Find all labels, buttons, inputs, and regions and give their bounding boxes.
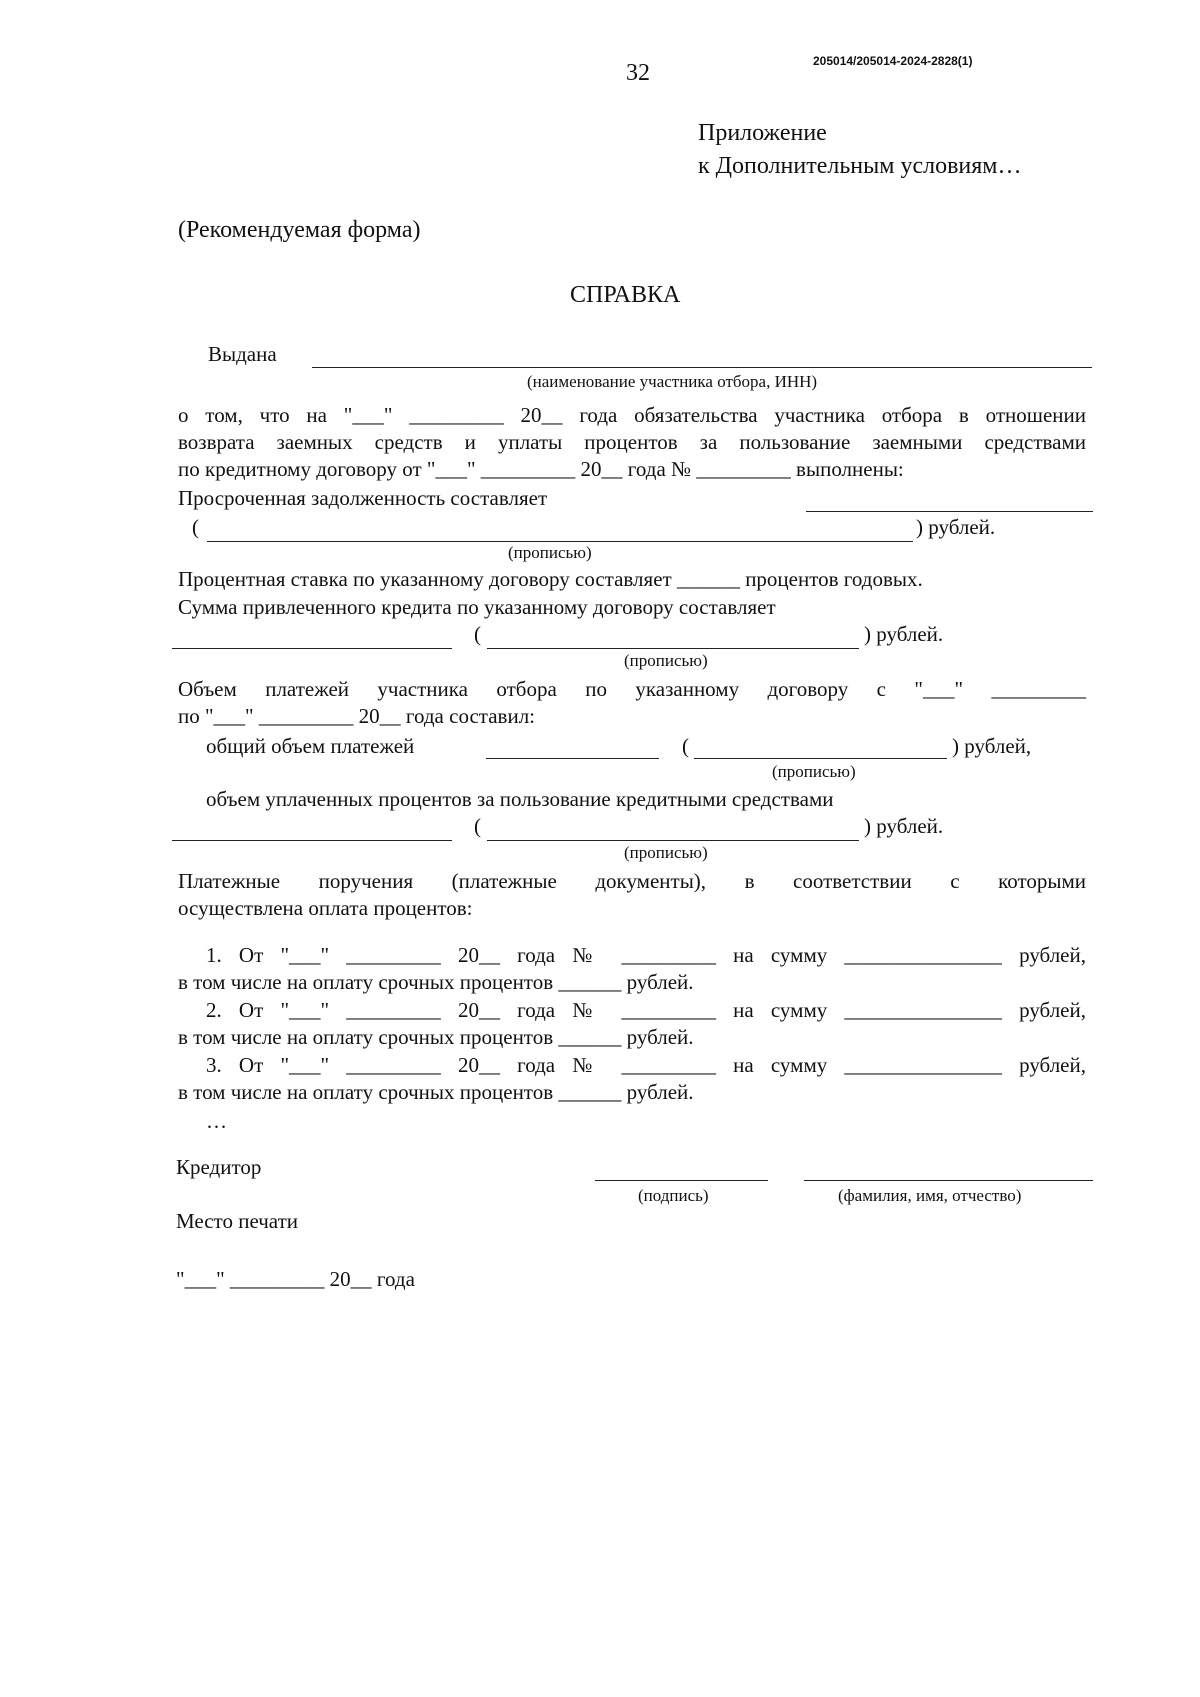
volume-line2: по "___" _________ 20__ года составил: [178, 704, 536, 728]
stamp-label: Место печати [176, 1209, 299, 1233]
total-payments-label: общий объем платежей [206, 734, 415, 758]
interest-paid-label: объем уплаченных процентов за пользование кредитными средствами [206, 787, 834, 811]
payment-line-1: 1. От "___" _________ 20__ года № _________ на сумму _______________ рублей, [206, 943, 1086, 967]
interest-amount-line [172, 840, 452, 841]
orders-line2: осуществлена оплата процентов: [178, 896, 473, 920]
issued-label: Выдана [208, 342, 277, 366]
rate-line: Процентная ставка по указанному договору составляет ______ процентов годовых. [178, 567, 923, 591]
para1-line2: возврата заемных средств и уплаты процентов за пользование заемными средствами [178, 430, 1086, 454]
rub-close: ) рублей. [864, 622, 944, 646]
credit-words-line [487, 648, 859, 649]
payment-sub-3: в том числе на оплату срочных процентов ______ рублей. [178, 1080, 694, 1104]
open-paren: ( [682, 734, 689, 758]
credit-amount-line [172, 648, 452, 649]
open-paren: ( [474, 622, 481, 646]
document-id: 205014/205014-2024-2828(1) [813, 54, 973, 68]
credit-line: Сумма привлеченного кредита по указанному договору составляет [178, 595, 776, 619]
total-amount-line [486, 758, 659, 759]
overdue-words-line [207, 541, 913, 542]
payment-line-3: 3. От "___" _________ 20__ года № _________ на сумму _______________ рублей, [206, 1053, 1086, 1077]
interest-words-line [487, 840, 859, 841]
overdue-amount-line [806, 511, 1093, 512]
rub-close-comma: ) рублей, [952, 734, 1032, 758]
appendix-title: Приложение [698, 120, 827, 146]
open-paren: ( [192, 515, 199, 539]
para1-line1: о том, что на "___" _________ 20__ года обязательства участника отбора в отношении [178, 403, 1086, 427]
signature-caption: (подпись) [638, 1186, 709, 1205]
date-line: "___" _________ 20__ года [176, 1267, 415, 1291]
open-paren: ( [474, 814, 481, 838]
payment-line-2: 2. От "___" _________ 20__ года № _________ на сумму _______________ рублей, [206, 998, 1086, 1022]
full-name-caption: (фамилия, имя, отчество) [838, 1186, 1022, 1205]
para1-line3: по кредитному договору от "___" _________ 20__ года № _________ выполнены: [178, 457, 904, 481]
payment-sub-1: в том числе на оплату срочных процентов ______ рублей. [178, 970, 694, 994]
payment-sub-2: в том числе на оплату срочных процентов ______ рублей. [178, 1025, 694, 1049]
issued-caption: (наименование участника отбора, ИНН) [527, 372, 818, 391]
appendix-subtitle: к Дополнительным условиям… [698, 153, 1022, 179]
document-title: СПРАВКА [570, 282, 681, 308]
full-name-line [804, 1180, 1093, 1181]
issued-to-line [312, 367, 1092, 368]
volume-line1: Объем платежей участника отбора по указанному договору с "___" _________ [178, 677, 1086, 701]
overdue-label: Просроченная задолженность составляет [178, 486, 548, 510]
form-note: (Рекомендуемая форма) [178, 217, 421, 243]
words-caption: (прописью) [772, 762, 856, 781]
signature-line [595, 1180, 768, 1181]
rub-close: ) рублей. [864, 814, 944, 838]
words-caption: (прописью) [508, 543, 592, 562]
total-words-line [694, 758, 947, 759]
rub-close: ) рублей. [916, 515, 996, 539]
page-number: 32 [626, 60, 650, 86]
words-caption: (прописью) [624, 843, 708, 862]
ellipsis: … [206, 1109, 227, 1133]
creditor-label: Кредитор [176, 1155, 262, 1179]
orders-line1: Платежные поручения (платежные документы), в соответствии с которыми [178, 869, 1086, 893]
words-caption: (прописью) [624, 651, 708, 670]
